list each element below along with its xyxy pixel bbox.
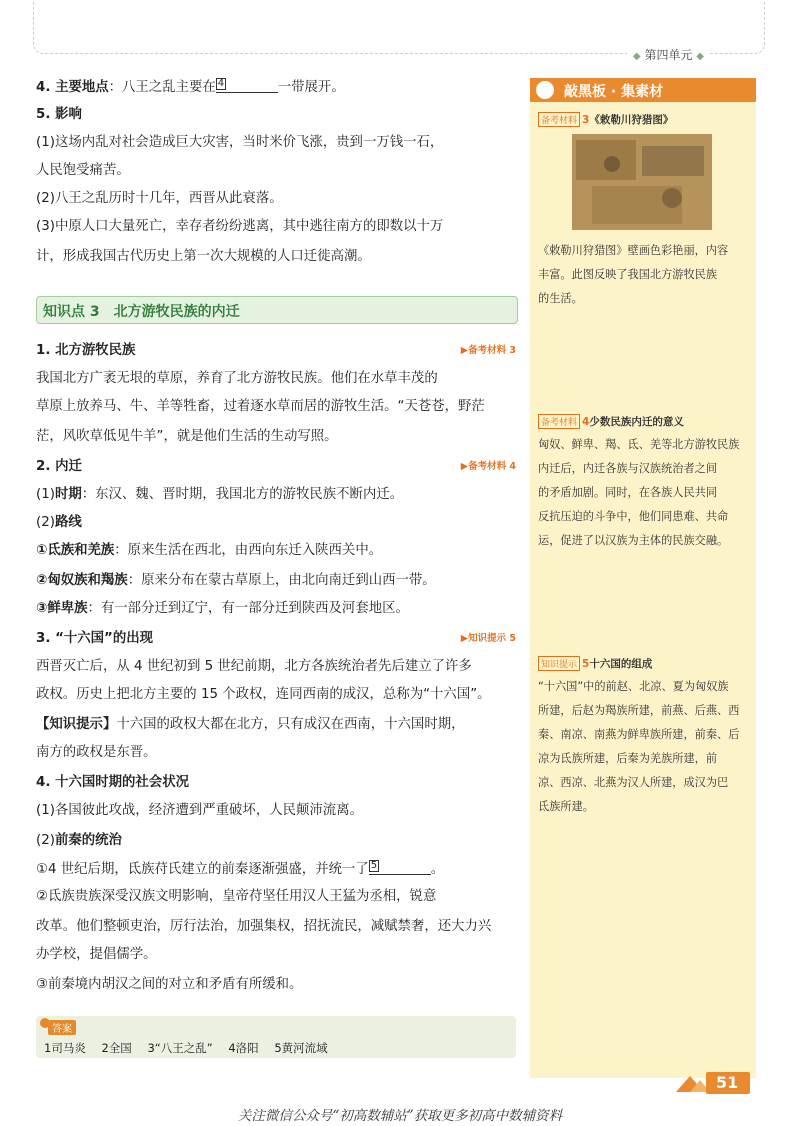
sec5-p1a: (1)这场内乱对社会造成巨大灾害，当时米价飞涨，贵到一万钱一石， — [36, 135, 444, 150]
n3-c: 【知识提示】十六国的政权大都在北方，只有成汉在西南，十六国时期， — [36, 717, 465, 732]
material-4-heading: 备考材料 4少数民族内迁的意义 — [538, 414, 684, 429]
sec4-label: 4. 主要地点 — [36, 80, 109, 95]
fill-blank-4[interactable]: 4 — [216, 78, 278, 93]
n4-p2: (2)前秦的统治 — [36, 833, 122, 848]
n1-b: 草原上放养马、牛、羊等牲畜，过着逐水草而居的游牧生活。“天苍苍，野茫 — [36, 399, 485, 414]
answer-item: 5黄河流域 — [274, 1041, 328, 1055]
material-4-text-2: 内迁后，内迁各族与汉族统治者之间 — [538, 462, 718, 475]
n2-r3: ③鲜卑族：有一部分迁到辽宁，有一部分迁到陕西及河套地区。 — [36, 601, 409, 616]
chalkboard-icon — [536, 81, 554, 99]
sec5-p1b: 人民饱受痛苦。 — [36, 163, 130, 178]
n2-r1: ①氐族和羌族：原来生活在西北，由西向东迁入陕西关中。 — [36, 543, 383, 558]
ref-tip-5[interactable]: ▶知识提示 5 — [460, 633, 516, 644]
n1-title: 1. 北方游牧民族 ▶备考材料 3 — [36, 343, 516, 358]
page-number: 51 — [706, 1072, 750, 1094]
n4-c1: ①4 世纪后期，氐族苻氏建立的前秦逐渐强盛，并统一了 5 。 — [36, 860, 445, 877]
fill-blank-5[interactable]: 5 — [369, 860, 431, 875]
sec5-p3a: (3)中原人口大量死亡，幸存者纷纷逃离，其中逃往南方的即数以十万 — [36, 219, 444, 234]
tip-5-heading: 知识提示 5十六国的组成 — [538, 656, 652, 671]
n2-time: (1)时期：东汉、魏、晋时期，我国北方的游牧民族不断内迁。 — [36, 487, 404, 502]
material-3-text-2: 丰富。此图反映了我国北方游牧民族 — [538, 268, 718, 281]
n4-c2b: 改革。他们整顿吏治，厉行法治，加强集权，招抚流民，减赋禁奢，还大力兴 — [36, 919, 492, 934]
n4-c2a: ②氐族贵族深受汉族文明影响，皇帝苻坚任用汉人王猛为丞相，锐意 — [36, 889, 437, 904]
n4-c3: ③前秦境内胡汉之间的对立和矛盾有所缓和。 — [36, 977, 303, 992]
material-3-text-1: 《敕勒川狩猎图》壁画色彩艳丽，内容 — [538, 244, 729, 257]
n3-title: 3. “十六国”的出现 ▶知识提示 5 — [36, 631, 516, 646]
sec5-p2: (2)八王之乱历时十几年，西晋从此衰落。 — [36, 191, 283, 206]
ref-material-3[interactable]: ▶备考材料 3 — [460, 345, 516, 356]
material-4-text-5: 运，促进了以汉族为主体的民族交融。 — [538, 534, 729, 547]
tip-5-text-3: 秦、南凉、南燕为鲜卑族所建，前秦、后 — [538, 728, 740, 741]
n4-title: 4. 十六国时期的社会状况 — [36, 775, 189, 790]
tip-5-text-1: “十六国”中的前赵、北凉、夏为匈奴族 — [538, 680, 729, 693]
sec4-line: 4. 主要地点：八王之乱主要在 4 一带展开。 — [36, 78, 345, 95]
material-3-heading: 备考材料 3《敕勒川狩猎图》 — [538, 112, 673, 127]
material-4-text-3: 的矛盾加剧。同时，在各族人民共同 — [538, 486, 718, 499]
material-3-text-3: 的生活。 — [538, 292, 583, 305]
answer-box — [36, 1016, 516, 1058]
n3-a: 西晋灭亡后，从 4 世纪初到 5 世纪前期，北方各族统治者先后建立了许多 — [36, 659, 472, 674]
sec5-title: 5. 影响 — [36, 107, 82, 122]
n4-c2c: 办学校，提倡儒学。 — [36, 947, 157, 962]
knowledge-point-3-banner: 知识点 3 北方游牧民族的内迁 — [36, 296, 518, 324]
answer-item: 2全国 — [101, 1041, 132, 1055]
ref-material-4[interactable]: ▶备考材料 4 — [460, 461, 516, 472]
answer-tag: 答案 — [48, 1020, 76, 1035]
n2-route: (2)路线 — [36, 515, 82, 530]
sidebar-header: 敲黑板 · 集素材 — [530, 78, 756, 102]
tip-5-text-2: 所建，后赵为羯族所建，前燕、后燕、西 — [538, 704, 740, 717]
unit-label: ◆ 第四单元 ◆ — [627, 46, 710, 63]
answer-item: 4洛阳 — [228, 1041, 259, 1055]
n3-b: 政权。历史上把北方主要的 15 个政权，连同西南的成汉，总称为“十六国”。 — [36, 687, 491, 702]
material-4-text-1: 匈奴、鲜卑、羯、氐、羌等北方游牧民族 — [538, 438, 740, 451]
material-4-text-4: 反抗压迫的斗争中，他们同患难、共命 — [538, 510, 729, 523]
n1-a: 我国北方广袤无垠的草原，养育了北方游牧民族。他们在水草丰茂的 — [36, 371, 438, 386]
answer-item: 3“八王之乱” — [147, 1041, 213, 1055]
tip-5-text-6: 氐族所建。 — [538, 800, 594, 813]
n2-title: 2. 内迁 ▶备考材料 4 — [36, 459, 516, 474]
n4-p1: (1)各国彼此攻战，经济遭到严重破坏，人民颠沛流离。 — [36, 803, 363, 818]
tip-5-text-4: 凉为氐族所建，后秦为羌族所建，前 — [538, 752, 718, 765]
n3-d: 南方的政权是东晋。 — [36, 745, 157, 760]
sec5-p3b: 计，形成我国古代历史上第一次大规模的人口迁徙高潮。 — [36, 249, 371, 264]
footer-watermark: 关注微信公众号“初高数辅站”获取更多初高中数辅资料 — [237, 1108, 563, 1124]
n2-r2: ②匈奴族和羯族：原来分布在蒙古草原上，由北向南迁到山西一带。 — [36, 573, 436, 588]
hunting-mural-image — [572, 134, 712, 230]
answer-row — [44, 1040, 340, 1056]
answer-item: 1司马炎 — [44, 1041, 86, 1055]
tip-5-text-5: 凉、西凉、北燕为汉人所建，成汉为巴 — [538, 776, 729, 789]
n1-c: 茫，风吹草低见牛羊”，就是他们生活的生动写照。 — [36, 429, 338, 444]
